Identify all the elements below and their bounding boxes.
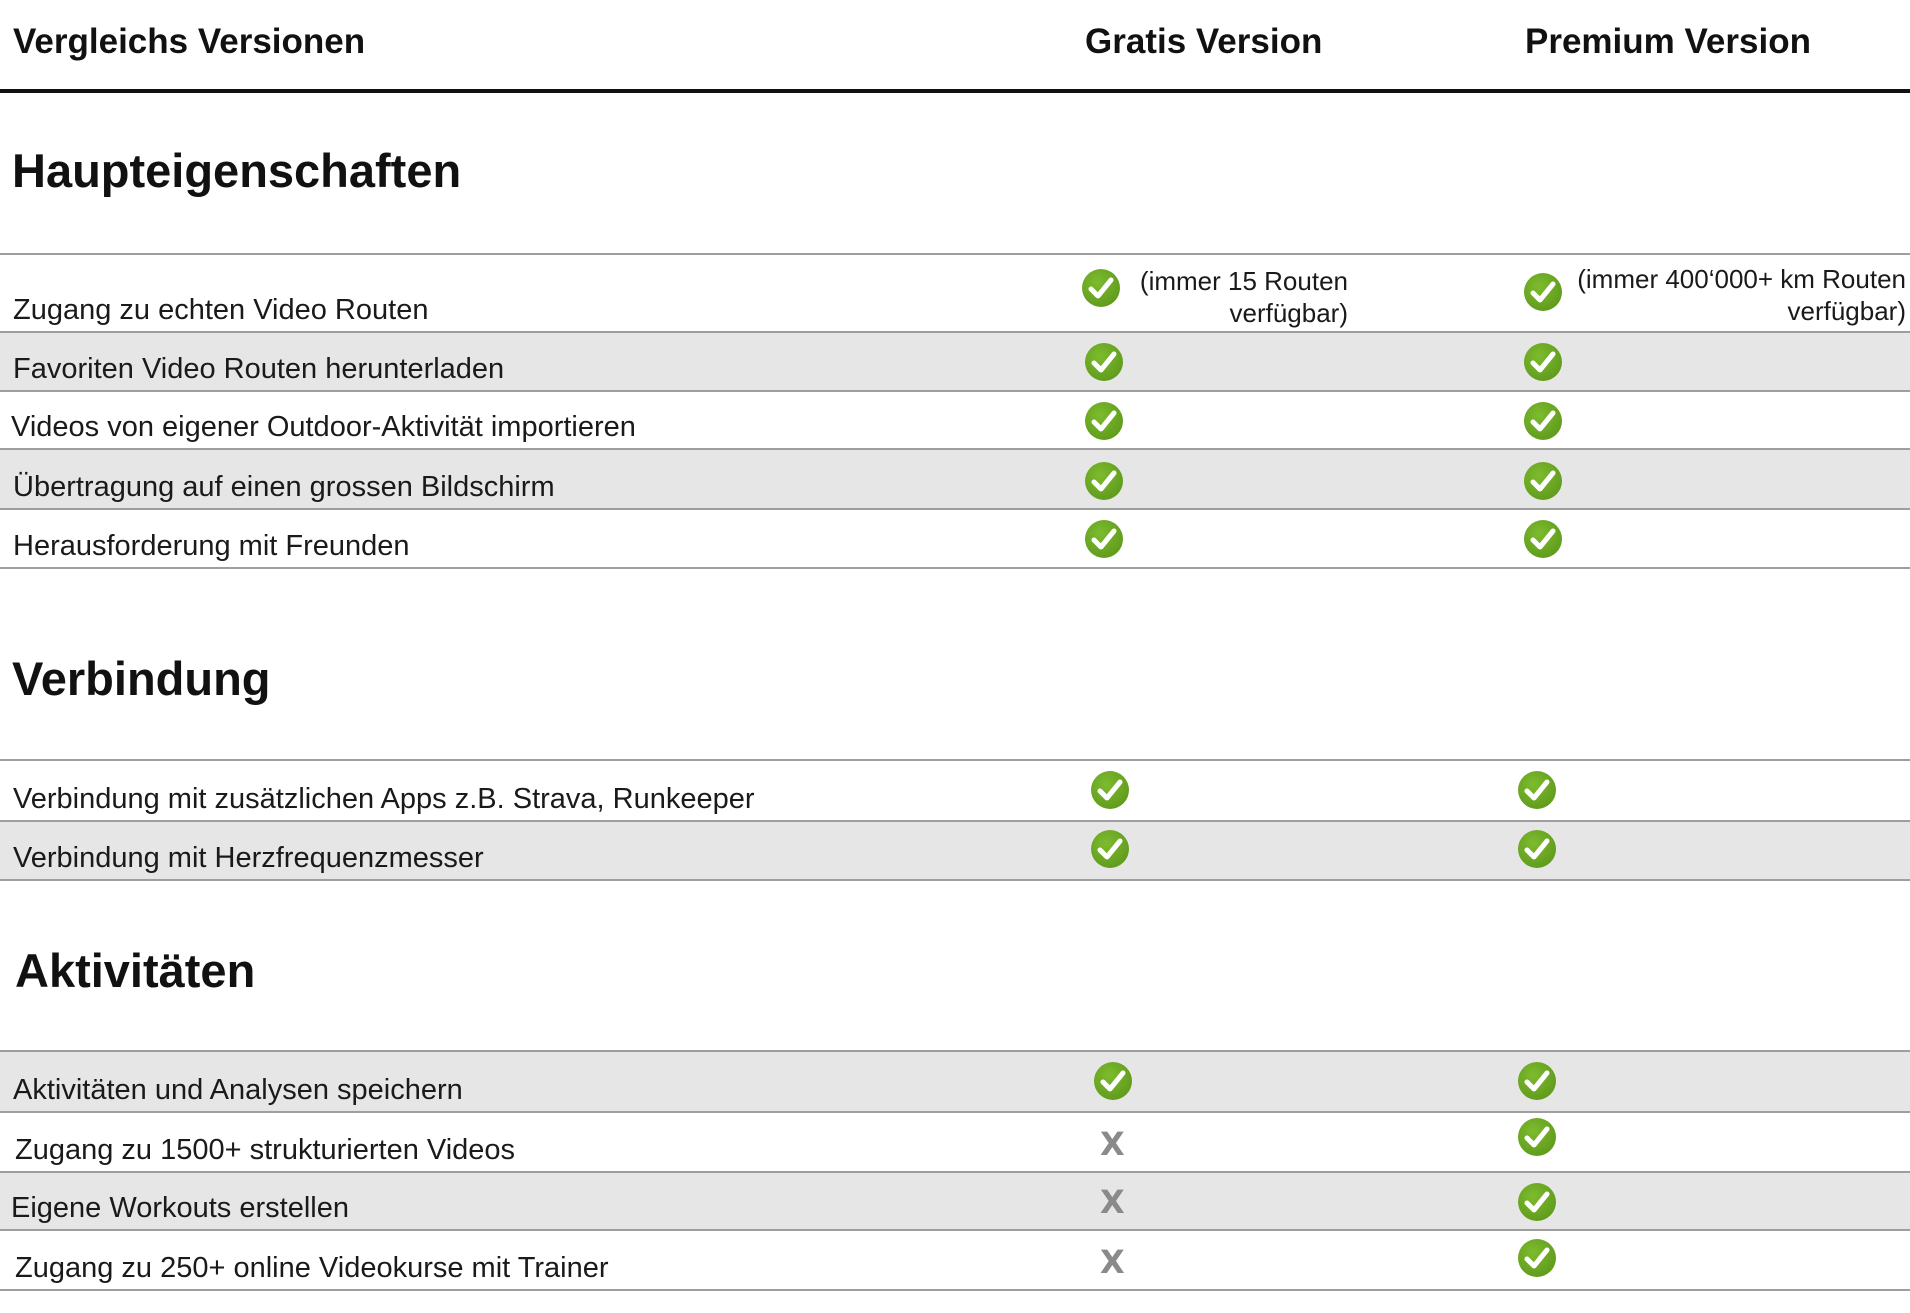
free-cell [1090, 1231, 1390, 1289]
premium-check-icon [1516, 1060, 1558, 1102]
premium-cell [1516, 1231, 1910, 1289]
premium-check-icon [1522, 271, 1564, 313]
feature-label: Aktivitäten und Analysen speichern [13, 1074, 463, 1106]
free-check-icon [1083, 400, 1125, 442]
premium-cell [1522, 333, 1910, 390]
premium-cell [1516, 822, 1910, 879]
table-row [0, 761, 1910, 822]
table-row [0, 255, 1910, 333]
premium-cell [1522, 510, 1910, 567]
premium-check-icon [1522, 518, 1564, 560]
section-title-verbindung: Verbindung [12, 652, 271, 705]
free-cell [1080, 761, 1380, 820]
premium-note-line: verfügbar) [1787, 296, 1906, 326]
premium-check-icon [1516, 1237, 1558, 1279]
free-cell [1090, 1113, 1390, 1171]
premium-check-icon [1516, 828, 1558, 870]
free-cell [1080, 450, 1380, 508]
feature-label: Videos von eigener Outdoor-Aktivität importieren [11, 411, 636, 443]
free-cell [1080, 392, 1380, 448]
table-row [0, 1173, 1910, 1231]
free-cell [1080, 255, 1380, 331]
free-check-icon [1083, 518, 1125, 560]
premium-note [1577, 263, 1906, 327]
premium-cell [1516, 1052, 1910, 1111]
free-check-icon [1080, 267, 1122, 309]
free-cross-icon: X [1100, 1183, 1125, 1221]
premium-cell [1516, 1173, 1910, 1229]
free-cross-icon: X [1100, 1243, 1125, 1281]
table-row [0, 1231, 1910, 1291]
free-check-icon [1089, 828, 1131, 870]
header-premium-column: Premium Version [1525, 22, 1811, 61]
feature-label: Herausforderung mit Freunden [13, 530, 410, 562]
section-table-verbindung [0, 759, 1910, 881]
free-note [1140, 265, 1348, 329]
free-note-line: (immer 15 Routen [1139, 266, 1348, 296]
section-title-haupteigenschaften: Haupteigenschaften [12, 144, 462, 197]
section-table-haupteigenschaften [0, 253, 1910, 569]
free-check-icon [1083, 460, 1125, 502]
free-note-line: verfügbar) [1229, 298, 1348, 328]
table-row [0, 822, 1910, 881]
table-row [0, 333, 1910, 392]
feature-label: Favoriten Video Routen herunterladen [13, 353, 505, 385]
feature-label: Zugang zu 250+ online Videokurse mit Trainer [15, 1252, 609, 1284]
feature-label: Zugang zu echten Video Routen [13, 294, 429, 326]
table-row [0, 1113, 1910, 1173]
table-row [0, 510, 1910, 569]
feature-label: Übertragung auf einen grossen Bildschirm [13, 471, 555, 503]
section-title-aktivitaeten: Aktivitäten [15, 944, 256, 997]
premium-check-icon [1516, 1181, 1558, 1223]
feature-label: Verbindung mit Herzfrequenzmesser [13, 842, 484, 874]
free-cross-icon: X [1100, 1125, 1125, 1163]
free-check-icon [1083, 341, 1125, 383]
table-row [0, 1052, 1910, 1113]
header-feature-column: Vergleichs Versionen [13, 22, 366, 61]
section-table-aktivitaeten [0, 1050, 1910, 1291]
free-cell [1080, 822, 1380, 879]
free-check-icon [1092, 1060, 1134, 1102]
comparison-header [0, 0, 1910, 93]
premium-check-icon [1522, 460, 1564, 502]
free-check-icon [1089, 769, 1131, 811]
premium-check-icon [1522, 341, 1564, 383]
feature-label: Verbindung mit zusätzlichen Apps z.B. Strava, Runkeeper [13, 783, 755, 815]
table-row [0, 392, 1910, 450]
feature-label: Zugang zu 1500+ strukturierten Videos [15, 1134, 516, 1166]
premium-note-line: (immer 400‘000+ km Routen [1577, 264, 1906, 294]
premium-check-icon [1522, 400, 1564, 442]
premium-cell [1516, 1113, 1910, 1171]
free-cell [1090, 1052, 1390, 1111]
premium-cell [1522, 450, 1910, 508]
free-cell [1080, 333, 1380, 390]
feature-label: Eigene Workouts erstellen [11, 1192, 349, 1224]
free-cell [1080, 510, 1380, 567]
premium-check-icon [1516, 769, 1558, 811]
premium-cell [1522, 392, 1910, 448]
header-free-column: Gratis Version [1085, 22, 1323, 61]
premium-cell [1522, 255, 1910, 331]
premium-cell [1516, 761, 1910, 820]
table-row [0, 450, 1910, 510]
premium-check-icon [1516, 1116, 1558, 1158]
free-cell [1090, 1173, 1390, 1229]
